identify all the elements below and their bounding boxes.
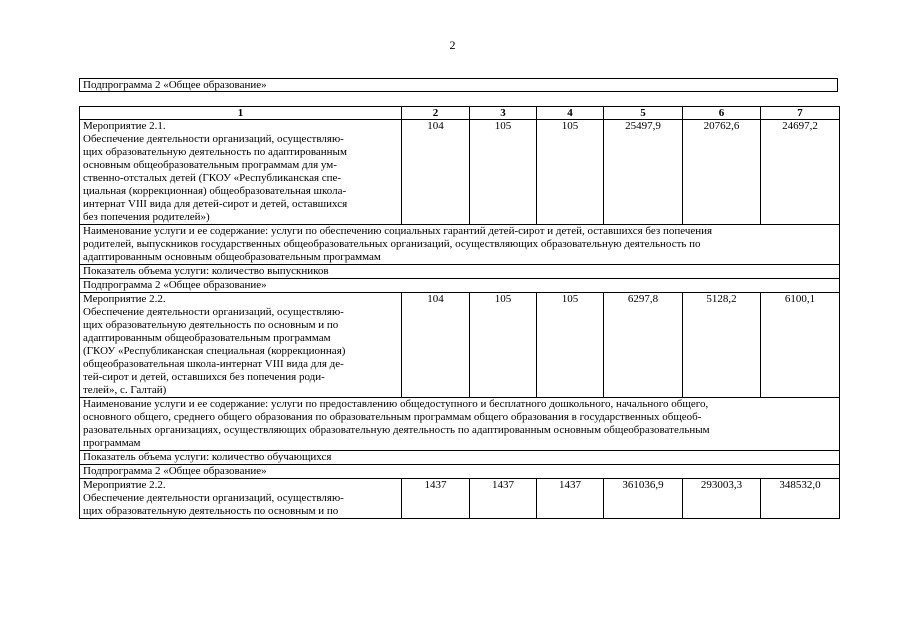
measure-line: основным общеобразовательным программам для ум- [83, 159, 337, 171]
value-cell: 105 [470, 120, 537, 225]
measure-line: циальная (коррекционная) общеобразовательная школа- [83, 185, 347, 197]
column-number: 6 [683, 107, 761, 120]
measure-line: Мероприятие 2.2. [83, 479, 166, 491]
indicator-row [80, 451, 840, 465]
measure-line: Обеспечение деятельности организаций, осуществляю- [83, 306, 344, 318]
value-cell: 105 [470, 293, 537, 398]
column-number-row [80, 107, 840, 120]
measure-line: тей-сирот и детей, оставшихся без попечения роди- [83, 371, 325, 383]
subprogram-header: Подпрограмма 2 «Общее образование» [79, 78, 838, 92]
measure-line: щих образовательную деятельность по основным и по [83, 319, 339, 331]
value-cell: 293003,3 [683, 479, 761, 519]
measure-line: щих образовательную деятельность по адаптированным [83, 146, 347, 158]
value-cell: 361036,9 [604, 479, 683, 519]
service-row [80, 398, 840, 451]
value-cell: 20762,6 [683, 120, 761, 225]
measure-line: адаптированным общеобразовательным программам [83, 332, 331, 344]
value-cell: 105 [537, 120, 604, 225]
volume-indicator: Показатель объема услуги: количество выпускников [80, 265, 840, 279]
volume-indicator: Показатель объема услуги: количество обучающихся [80, 451, 840, 465]
measure-row [80, 479, 840, 519]
service-line: адаптированным основным общеобразовательным программам [83, 251, 381, 263]
measure-description [80, 479, 402, 519]
measure-line: щих образовательную деятельность по основным и по [83, 505, 339, 517]
value-cell: 25497,9 [604, 120, 683, 225]
subprogram-label: Подпрограмма 2 «Общее образование» [80, 465, 840, 479]
service-line: разовательных организациях, осуществляющих образовательную деятельность по адаптированным основным общеобразовательным [83, 424, 710, 436]
program-table [79, 106, 840, 519]
value-cell: 1437 [470, 479, 537, 519]
subprogram-row [80, 279, 840, 293]
column-number: 2 [402, 107, 470, 120]
measure-line: без попечения родителей») [83, 211, 210, 223]
column-number: 5 [604, 107, 683, 120]
value-cell: 104 [402, 120, 470, 225]
measure-description [80, 120, 402, 225]
value-cell: 24697,2 [761, 120, 840, 225]
service-line: родителей, выпускников государственных общеобразовательных организаций, осуществляющих образовательную деятельность по [83, 238, 701, 250]
column-number: 3 [470, 107, 537, 120]
measure-line: телей», с. Галтай) [83, 384, 167, 396]
measure-row [80, 120, 840, 225]
page-number: 2 [449, 38, 456, 52]
column-number: 4 [537, 107, 604, 120]
measure-line: Обеспечение деятельности организаций, осуществляю- [83, 133, 344, 145]
subprogram-label: Подпрограмма 2 «Общее образование» [80, 279, 840, 293]
value-cell: 105 [537, 293, 604, 398]
measure-line: Мероприятие 2.1. [83, 120, 166, 132]
measure-line: (ГКОУ «Республиканская специальная (коррекционная) [83, 345, 346, 357]
indicator-row [80, 265, 840, 279]
column-number: 1 [80, 107, 402, 120]
service-line: Наименование услуги и ее содержание: услуги по обеспечению социальных гарантий детей-сирот и детей, оставшихся без попечения [83, 225, 713, 237]
service-description [80, 398, 840, 451]
measure-description [80, 293, 402, 398]
column-number: 7 [761, 107, 840, 120]
value-cell: 348532,0 [761, 479, 840, 519]
value-cell: 5128,2 [683, 293, 761, 398]
measure-line: общеобразовательная школа-интернат VIII вида для де- [83, 358, 344, 370]
measure-line: интернат VIII вида для детей-сирот и детей, оставшихся [83, 198, 348, 210]
value-cell: 1437 [402, 479, 470, 519]
service-row [80, 225, 840, 265]
service-description [80, 225, 840, 265]
service-line: основного общего, среднего общего образования по образовательным программам общего образования в государственных общеоб- [83, 411, 702, 423]
service-line: Наименование услуги и ее содержание: услуги по предоставлению общедоступного и бесплатного дошкольного, начального общего, [83, 398, 709, 410]
value-cell: 6297,8 [604, 293, 683, 398]
service-line: программам [83, 437, 141, 449]
value-cell: 1437 [537, 479, 604, 519]
measure-line: ственно-отсталых детей (ГКОУ «Республиканская спе- [83, 172, 342, 184]
measure-line: Мероприятие 2.2. [83, 293, 166, 305]
subprogram-row [80, 465, 840, 479]
measure-row [80, 293, 840, 398]
value-cell: 6100,1 [761, 293, 840, 398]
value-cell: 104 [402, 293, 470, 398]
measure-line: Обеспечение деятельности организаций, осуществляю- [83, 492, 344, 504]
